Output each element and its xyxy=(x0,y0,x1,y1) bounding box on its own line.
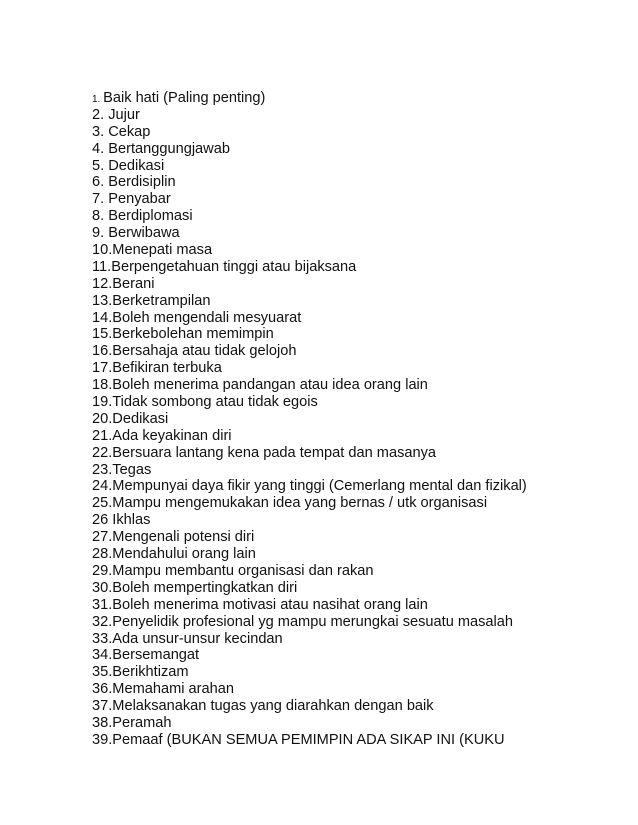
item-number: 23. xyxy=(92,461,113,478)
item-text: Memahami arahan xyxy=(112,681,234,698)
list-item xyxy=(92,512,527,529)
item-text: Mengenali potensi diri xyxy=(112,529,255,546)
item-text: Mendahului orang lain xyxy=(112,546,256,563)
list-item xyxy=(92,191,527,208)
item-text: Jujur xyxy=(108,106,140,123)
item-text: Ikhlas xyxy=(112,512,151,529)
item-text: Boleh menerima pandangan atau idea orang lain xyxy=(112,377,428,394)
item-number: 37. xyxy=(92,698,113,715)
list-item xyxy=(92,681,527,698)
item-text: Boleh menerima motivasi atau nasihat orang lain xyxy=(112,596,428,613)
item-text: Tidak sombong atau tidak egois xyxy=(112,394,318,411)
item-text: Boleh mengendali mesyuarat xyxy=(112,309,302,326)
item-text: Penyabar xyxy=(108,191,171,208)
item-number: 33. xyxy=(92,630,113,647)
item-number: 39. xyxy=(92,731,113,748)
item-text: Berkebolehan memimpin xyxy=(112,326,274,343)
list-item xyxy=(92,377,527,394)
item-text: Cekap xyxy=(108,123,151,140)
item-number: 30. xyxy=(92,579,113,596)
item-number: 29. xyxy=(92,562,113,579)
item-number: 5. xyxy=(92,157,109,174)
item-number: 15. xyxy=(92,326,113,343)
item-number: 18. xyxy=(92,377,113,394)
list-item xyxy=(92,580,527,597)
item-number: 6. xyxy=(92,174,109,191)
list-item xyxy=(92,141,527,158)
item-text: Bersemangat xyxy=(112,647,200,664)
list-item xyxy=(92,124,527,141)
list-item xyxy=(92,732,527,749)
item-number: 9. xyxy=(92,225,109,242)
list-item xyxy=(92,698,527,715)
item-number: 22. xyxy=(92,444,113,461)
item-text: Mampu mengemukakan idea yang bernas / utk organisasi xyxy=(112,495,488,512)
list-item xyxy=(92,174,527,191)
item-text: Melaksanakan tugas yang diarahkan dengan baik xyxy=(112,698,434,715)
item-text: Boleh mempertingkatkan diri xyxy=(112,579,298,596)
list-item xyxy=(92,529,527,546)
item-text: Pemaaf (BUKAN SEMUA PEMIMPIN ADA SIKAP INI (KUKU xyxy=(112,731,505,748)
item-number: 26 xyxy=(92,512,113,529)
item-text: Peramah xyxy=(112,714,172,731)
list-item xyxy=(92,276,527,293)
item-number: 4. xyxy=(92,140,109,157)
list-item xyxy=(92,597,527,614)
list-item xyxy=(92,614,527,631)
list-item xyxy=(92,411,527,428)
item-text: Berketrampilan xyxy=(112,292,211,309)
item-number: 31. xyxy=(92,596,113,613)
item-number: 20. xyxy=(92,410,113,427)
item-text: Bersahaja atau tidak gelojoh xyxy=(112,343,297,360)
list-item xyxy=(92,208,527,225)
list-item xyxy=(92,495,527,512)
list-item xyxy=(92,242,527,259)
item-number: 19. xyxy=(92,394,113,411)
list-item xyxy=(92,326,527,343)
list-item xyxy=(92,445,527,462)
list-item xyxy=(92,664,527,681)
item-text: Dedikasi xyxy=(112,410,169,427)
item-number: 14. xyxy=(92,309,113,326)
item-text: Tegas xyxy=(112,461,152,478)
item-text: Berani xyxy=(112,275,155,292)
item-number: 36. xyxy=(92,681,113,698)
item-text: Mampu membantu organisasi dan rakan xyxy=(112,562,374,579)
item-number: 32. xyxy=(92,613,113,630)
list-item xyxy=(92,462,527,479)
item-number: 16. xyxy=(92,343,113,360)
item-number: 27. xyxy=(92,529,113,546)
item-number: 2. xyxy=(92,106,109,123)
list-item xyxy=(92,90,527,107)
item-number: 28. xyxy=(92,546,113,563)
item-number: 35. xyxy=(92,664,113,681)
item-number: 11. xyxy=(92,258,112,275)
list-item xyxy=(92,310,527,327)
item-number: 34. xyxy=(92,647,113,664)
item-text: Baik hati (Paling penting) xyxy=(103,90,266,106)
item-text: Ada unsur-unsur kecindan xyxy=(112,630,283,647)
item-text: Berdisiplin xyxy=(108,174,176,191)
list-item xyxy=(92,394,527,411)
list-item xyxy=(92,478,527,495)
list-item xyxy=(92,343,527,360)
item-number: 25. xyxy=(92,495,113,512)
list-item xyxy=(92,259,527,276)
list-item xyxy=(92,715,527,732)
list-item xyxy=(92,107,527,124)
item-text: Berpengetahuan tinggi atau bijaksana xyxy=(111,258,357,275)
list-item xyxy=(92,293,527,310)
item-text: Bersuara lantang kena pada tempat dan masanya xyxy=(112,444,437,461)
item-text: Berwibawa xyxy=(108,225,180,242)
item-text: Penyelidik profesional yg mampu merungkai sesuatu masalah xyxy=(112,613,514,630)
leadership-traits-list xyxy=(92,90,527,749)
item-text: Befikiran terbuka xyxy=(112,360,222,377)
list-item xyxy=(92,546,527,563)
list-item xyxy=(92,225,527,242)
item-text: Menepati masa xyxy=(112,242,213,259)
item-text: Bertanggungjawab xyxy=(108,140,230,157)
item-text: Ada keyakinan diri xyxy=(112,427,232,444)
item-number: 1. xyxy=(92,94,104,105)
list-item xyxy=(92,631,527,648)
item-number: 10. xyxy=(92,242,113,259)
item-text: Mempunyai daya fikir yang tinggi (Cemerlang mental dan fizikal) xyxy=(112,478,527,495)
list-item xyxy=(92,360,527,377)
list-item xyxy=(92,428,527,445)
item-number: 17. xyxy=(92,360,113,377)
list-item xyxy=(92,158,527,175)
list-item xyxy=(92,563,527,580)
item-number: 13. xyxy=(92,292,113,309)
item-number: 8. xyxy=(92,208,109,225)
item-number: 12. xyxy=(92,275,113,292)
item-number: 21. xyxy=(92,427,113,444)
item-number: 7. xyxy=(92,191,109,208)
list-item xyxy=(92,647,527,664)
item-text: Dedikasi xyxy=(108,157,165,174)
item-number: 24. xyxy=(92,478,113,495)
item-number: 3. xyxy=(92,123,109,140)
item-number: 38. xyxy=(92,714,113,731)
item-text: Berdiplomasi xyxy=(108,208,193,225)
item-text: Berikhtizam xyxy=(112,664,189,681)
